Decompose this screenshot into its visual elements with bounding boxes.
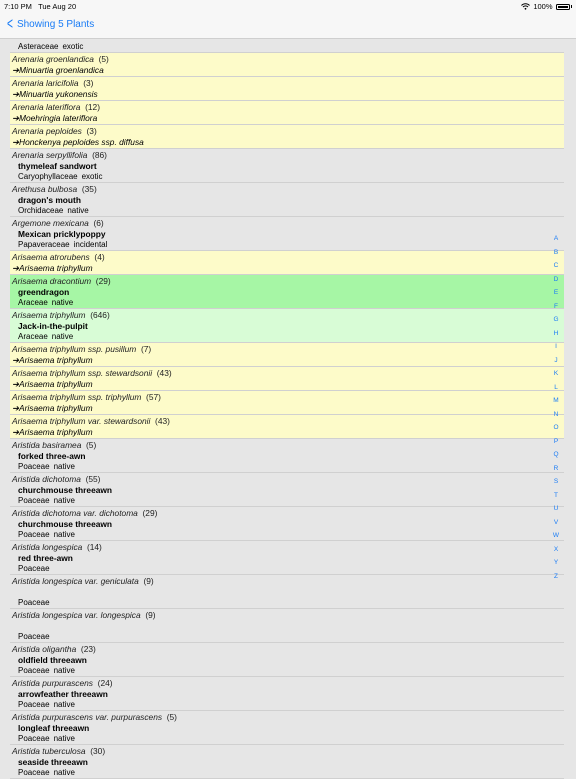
family-line xyxy=(12,632,564,642)
scientific-name-text: Arisaema atrorubens xyxy=(12,252,90,262)
scientific-name xyxy=(12,218,564,229)
common-name: longleaf threeawn xyxy=(18,723,90,733)
navigation-bar xyxy=(0,12,576,39)
scientific-name xyxy=(12,474,564,485)
synonym-target: ➔Minuartia groenlandica xyxy=(12,65,104,75)
common-name: dragon's mouth xyxy=(18,195,81,205)
synonym-target: ➔Moehringia lateriflora xyxy=(12,113,98,123)
observation-count: (6) xyxy=(93,218,104,228)
scientific-name-text: Aristida longespica var. longespica xyxy=(12,610,141,620)
plant-row[interactable] xyxy=(10,275,564,309)
back-button-label: Showing 5 Plants xyxy=(16,18,95,30)
scientific-name xyxy=(12,712,564,723)
plant-row[interactable] xyxy=(10,507,564,541)
scientific-name xyxy=(12,344,564,355)
family-name: Poaceae xyxy=(18,530,50,539)
scientific-name-text: Argemone mexicana xyxy=(12,218,89,228)
common-name: churchmouse threeawn xyxy=(18,485,113,495)
observation-count: (3) xyxy=(86,126,97,136)
scientific-name-text: Arenaria serpyllifolia xyxy=(12,150,88,160)
scientific-name xyxy=(12,576,564,587)
index-letter[interactable]: F xyxy=(554,302,558,310)
family-name: Araceae xyxy=(18,332,48,341)
family-name: Orchidaceae xyxy=(18,206,64,215)
scientific-name-text: Aristida longespica xyxy=(12,542,83,552)
status-right xyxy=(521,2,572,11)
status-time-date xyxy=(4,2,76,11)
scientific-name xyxy=(12,416,564,427)
index-letter[interactable]: E xyxy=(553,289,559,296)
list-item-partial[interactable] xyxy=(10,39,564,53)
common-name: red three-awn xyxy=(18,553,73,563)
family-line xyxy=(12,666,564,676)
common-name: oldfield threeawn xyxy=(18,655,87,665)
synonym-row[interactable] xyxy=(10,343,564,367)
observation-count: (30) xyxy=(90,746,106,756)
status-text: native xyxy=(51,298,74,307)
status-text: native xyxy=(53,700,75,709)
index-letter[interactable]: T xyxy=(554,491,558,499)
observation-count: (29) xyxy=(142,508,158,518)
family-name: Araceae xyxy=(18,298,48,307)
status-text: exotic xyxy=(81,172,103,181)
scientific-name xyxy=(12,102,564,113)
scientific-name-text: Arisaema triphyllum var. stewardsonii xyxy=(12,416,151,426)
family-name: Asteraceae xyxy=(18,42,59,51)
family-line xyxy=(12,42,83,52)
index-letter[interactable]: C xyxy=(553,262,559,269)
index-letter[interactable]: R xyxy=(553,464,559,472)
common-name: Jack-in-the-pulpit xyxy=(18,321,88,331)
observation-count: (14) xyxy=(86,542,102,552)
family-name: Poaceae xyxy=(18,632,50,641)
common-name: arrowfeather threeawn xyxy=(18,689,108,699)
index-letter[interactable]: K xyxy=(553,370,559,377)
family-line xyxy=(12,172,564,182)
observation-count: (29) xyxy=(95,276,111,286)
index-letter[interactable]: M xyxy=(553,397,559,404)
observation-count: (35) xyxy=(81,184,97,194)
common-name: seaside threeawn xyxy=(18,757,88,767)
scientific-name xyxy=(12,610,564,621)
plant-row[interactable] xyxy=(10,183,564,217)
scientific-name-text: Arisaema triphyllum ssp. pusillum xyxy=(12,344,137,354)
scientific-name xyxy=(12,746,564,757)
status-text: native xyxy=(67,206,89,215)
family-line xyxy=(12,332,564,342)
observation-count: (57) xyxy=(146,392,161,402)
scientific-name xyxy=(12,126,564,137)
scientific-name-text: Arenaria lateriflora xyxy=(12,102,81,112)
back-button[interactable] xyxy=(5,14,95,33)
status-time: 7:10 PM xyxy=(4,2,32,11)
observation-count: (12) xyxy=(85,102,100,112)
observation-count: (43) xyxy=(155,416,170,426)
common-name: greendragon xyxy=(18,287,70,297)
observation-count: (24) xyxy=(97,678,113,688)
synonym-row[interactable] xyxy=(10,367,564,391)
observation-count: (5) xyxy=(86,440,97,450)
plant-row[interactable] xyxy=(10,149,564,183)
observation-count: (5) xyxy=(166,712,177,722)
common-name: Mexican pricklypoppy xyxy=(18,229,106,239)
plant-row[interactable] xyxy=(10,575,564,609)
index-letter[interactable]: I xyxy=(555,343,557,350)
status-text: native xyxy=(53,734,75,743)
plant-row[interactable] xyxy=(10,677,564,711)
scientific-name xyxy=(12,508,564,519)
synonym-row[interactable] xyxy=(10,391,564,415)
index-letter[interactable]: Y xyxy=(553,559,559,566)
index-letter[interactable]: G xyxy=(553,316,559,323)
scientific-name-text: Arenaria peploides xyxy=(12,126,82,136)
index-letter[interactable]: S xyxy=(553,478,559,485)
status-text: native xyxy=(51,332,74,341)
observation-count: (4) xyxy=(94,252,105,262)
synonym-row[interactable] xyxy=(10,101,564,125)
synonym-row[interactable] xyxy=(10,53,564,77)
family-line xyxy=(12,598,564,608)
scientific-name-text: Aristida purpurascens var. purpurascens xyxy=(12,712,163,722)
index-letter[interactable]: B xyxy=(553,248,559,256)
plant-row[interactable] xyxy=(10,473,564,507)
chevron-left-icon: < xyxy=(6,14,13,33)
index-letter[interactable]: Z xyxy=(554,572,558,580)
family-name: Poaceae xyxy=(18,768,50,777)
status-text: native xyxy=(53,666,75,675)
scientific-name xyxy=(12,150,564,161)
status-bar xyxy=(0,0,576,12)
scientific-name xyxy=(12,276,564,287)
family-line xyxy=(12,240,564,250)
scientific-name xyxy=(12,644,564,655)
scientific-name xyxy=(12,54,564,65)
plant-row[interactable] xyxy=(10,217,564,251)
observation-count: (3) xyxy=(83,78,94,88)
scientific-name xyxy=(12,368,564,379)
synonym-row[interactable] xyxy=(10,415,564,439)
family-name: Papaveraceae xyxy=(18,240,70,249)
scientific-name xyxy=(12,392,564,403)
common-name: churchmouse threeawn xyxy=(18,519,113,529)
scientific-name xyxy=(12,252,564,263)
observation-count: (9) xyxy=(145,610,156,620)
family-name: Poaceae xyxy=(18,462,50,471)
scientific-name-text: Aristida basiramea xyxy=(12,440,82,450)
scientific-name-text: Aristida dichotoma var. dichotoma xyxy=(12,508,138,518)
scientific-name-text: Arisaema triphyllum xyxy=(12,310,86,320)
common-name: thymeleaf sandwort xyxy=(18,161,97,171)
family-name: Poaceae xyxy=(18,700,50,709)
synonym-target: ➔Arisaema triphyllum xyxy=(12,403,93,413)
family-line xyxy=(12,496,564,506)
observation-count: (7) xyxy=(140,344,152,354)
index-letter[interactable]: L xyxy=(554,383,558,391)
index-letter[interactable]: P xyxy=(553,437,559,445)
synonym-row[interactable] xyxy=(10,77,564,101)
plant-row[interactable] xyxy=(10,309,564,343)
common-name xyxy=(12,621,564,632)
observation-count: (23) xyxy=(80,644,96,654)
family-line xyxy=(12,564,564,574)
index-letter[interactable]: O xyxy=(553,424,559,431)
plant-row[interactable] xyxy=(10,541,564,575)
scientific-name xyxy=(12,184,564,195)
index-letter[interactable]: D xyxy=(553,275,559,283)
plant-list[interactable] xyxy=(10,39,564,777)
family-line xyxy=(12,768,564,778)
family-name: Caryophyllaceae xyxy=(18,172,78,181)
observation-count: (5) xyxy=(98,54,109,64)
synonym-row[interactable] xyxy=(10,251,564,275)
observation-count: (55) xyxy=(85,474,101,484)
family-line xyxy=(12,700,564,710)
family-name: Poaceae xyxy=(18,598,50,607)
synonym-row[interactable] xyxy=(10,125,564,149)
plant-row[interactable] xyxy=(10,643,564,677)
observation-count: (9) xyxy=(143,576,154,586)
family-name: Poaceae xyxy=(18,666,50,675)
synonym-target: ➔Honckenya peploides ssp. diffusa xyxy=(12,137,144,147)
index-letter[interactable]: U xyxy=(553,505,559,512)
status-text: native xyxy=(53,462,75,471)
battery-percent: 100% xyxy=(533,2,553,11)
alphabet-index[interactable] xyxy=(550,232,562,583)
family-line xyxy=(12,206,564,216)
status-text: exotic xyxy=(62,42,84,51)
family-line xyxy=(12,530,564,540)
scientific-name-text: Arisaema dracontium xyxy=(12,276,92,286)
family-name: Poaceae xyxy=(18,564,50,573)
synonym-target: ➔Arisaema triphyllum xyxy=(12,379,93,389)
synonym-target: ➔Arisaema triphyllum xyxy=(12,427,93,437)
plant-row[interactable] xyxy=(10,711,564,745)
index-letter[interactable]: Q xyxy=(553,451,559,458)
family-name: Poaceae xyxy=(18,734,50,743)
synonym-target: ➔Arisaema triphyllum xyxy=(12,263,93,273)
battery-tip-icon xyxy=(571,5,573,8)
family-line xyxy=(12,734,564,744)
scientific-name xyxy=(12,542,564,553)
battery-icon xyxy=(556,4,570,10)
plant-row[interactable] xyxy=(10,745,564,779)
scientific-name-text: Aristida oligantha xyxy=(12,644,77,654)
scientific-name-text: Aristida longespica var. geniculata xyxy=(12,576,139,586)
scientific-name xyxy=(12,78,564,89)
scientific-name-text: Aristida dichotoma xyxy=(12,474,81,484)
family-line xyxy=(12,298,564,308)
common-name xyxy=(12,587,564,598)
scientific-name xyxy=(12,310,564,321)
observation-count: (86) xyxy=(92,150,107,160)
scientific-name xyxy=(12,678,564,689)
scientific-name-text: Aristida tuberculosa xyxy=(12,746,86,756)
scientific-name-text: Arethusa bulbosa xyxy=(12,184,78,194)
index-letter[interactable]: V xyxy=(553,518,559,526)
scientific-name xyxy=(12,440,564,451)
index-letter[interactable]: N xyxy=(553,410,559,418)
index-letter[interactable]: X xyxy=(553,545,559,553)
observation-count: (646) xyxy=(90,310,110,320)
observation-count: (43) xyxy=(156,368,172,378)
index-letter[interactable]: J xyxy=(554,356,558,364)
index-letter[interactable]: A xyxy=(553,235,559,242)
family-name: Poaceae xyxy=(18,496,50,505)
scientific-name-text: Arisaema triphyllum ssp. triphyllum xyxy=(12,392,142,402)
status-text: native xyxy=(53,768,75,777)
status-text: incidental xyxy=(73,240,108,249)
scientific-name-text: Aristida purpurascens xyxy=(12,678,93,688)
scientific-name-text: Arisaema triphyllum ssp. stewardsonii xyxy=(12,368,153,378)
status-date: Tue Aug 20 xyxy=(38,2,77,11)
plant-row[interactable] xyxy=(10,609,564,643)
status-text: native xyxy=(53,496,75,505)
wifi-icon xyxy=(521,3,530,10)
index-letter[interactable]: W xyxy=(552,532,560,539)
index-letter[interactable]: H xyxy=(553,329,559,337)
scientific-name-text: Arenaria laricifolia xyxy=(12,78,79,88)
status-text: native xyxy=(53,530,75,539)
family-line xyxy=(12,462,564,472)
plant-row[interactable] xyxy=(10,439,564,473)
scientific-name-text: Arenaria groenlandica xyxy=(12,54,94,64)
synonym-target: ➔Minuartia yukonensis xyxy=(12,89,98,99)
synonym-target: ➔Arisaema triphyllum xyxy=(12,355,93,365)
common-name: forked three-awn xyxy=(18,451,86,461)
